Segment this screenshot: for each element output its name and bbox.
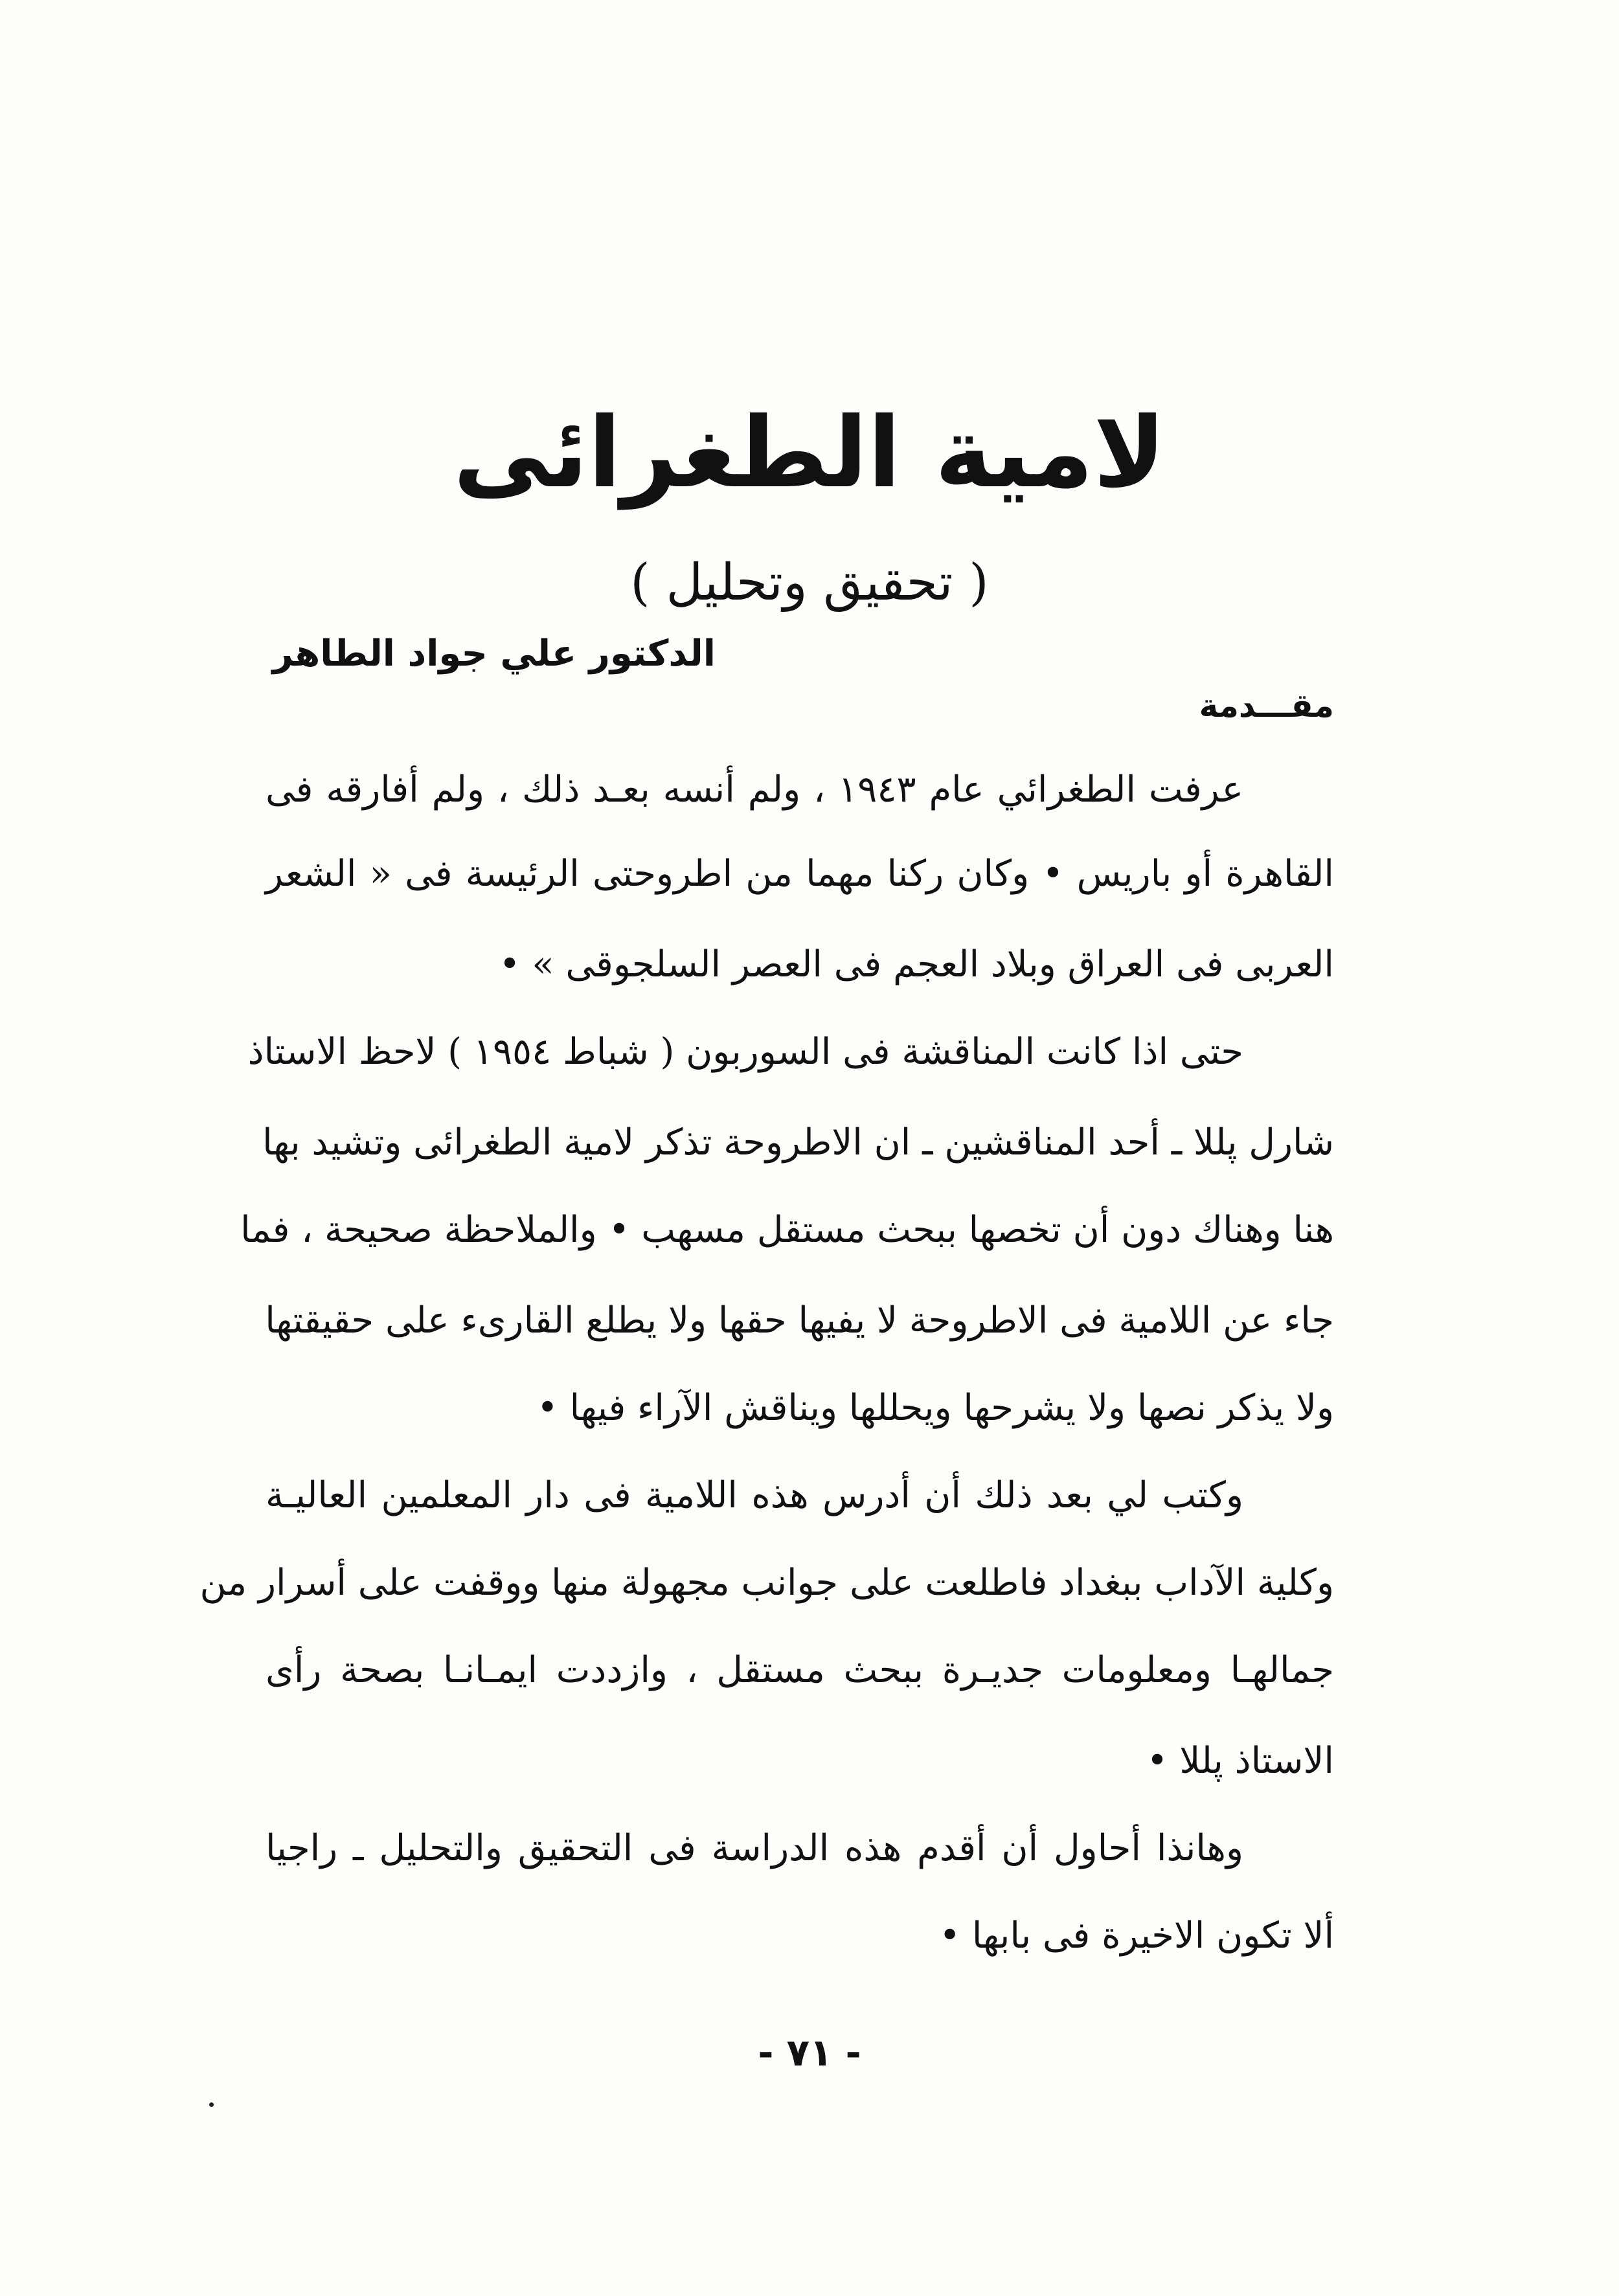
paragraph-line: جاء عن اللامية فى الاطروحة لا يفيها حقها ولا يطلع القارىء على حقيقتها	[265, 1300, 1334, 1342]
paragraph-line: الاستاذ پللا •	[1146, 1740, 1334, 1782]
paragraph-line: شارل پللا ـ أحد المناقشين ـ ان الاطروحة تذكر لامية الطغرائى وتشيد بها	[262, 1121, 1334, 1164]
section-heading: مقـــدمة	[1199, 687, 1334, 725]
paragraph-line: وهانذا أحاول أن أقدم هذه الدراسة فى التحقيق والتحليل ـ راجيا	[266, 1827, 1243, 1869]
paragraph-line: جمالهـا ومعلومات جديـرة ببحث مستقل ، وازددت ايمـانـا بصحة رأى	[266, 1649, 1334, 1691]
document-title: لامية الطغرائى	[453, 397, 1166, 510]
paragraph-line: وكتب لي بعد ذلك أن أدرس هذه اللامية فى دار المعلمين العاليـة	[266, 1474, 1243, 1516]
stray-dot-mark	[209, 2102, 214, 2107]
page-number: - ٧١ -	[758, 2031, 861, 2075]
paragraph-line: القاهرة أو باريس • وكان ركنا مهما من اطروحتى الرئيسة فى « الشعر	[266, 853, 1334, 895]
paragraph-line: عرفت الطغرائي عام ١٩٤٣ ، ولم أنسه بعـد ذلك ، ولم أفارقه فى	[266, 769, 1243, 811]
paragraph-line: حتى اذا كانت المناقشة فى السوربون ( شباط ١٩٥٤ ) لاحظ الاستاذ	[247, 1031, 1243, 1073]
paragraph-line: وكلية الآداب ببغداد فاطلعت على جوانب مجهولة منها ووقفت على أسرار من	[199, 1562, 1334, 1604]
paragraph-line: العربى فى العراق وبلاد العجم فى العصر السلجوقى » •	[499, 943, 1334, 985]
paragraph-line: ولا يذكر نصها ولا يشرحها ويحللها ويناقش الآراء فيها •	[536, 1387, 1334, 1429]
author-name: الدكتور علي جواد الطاهر	[272, 633, 716, 675]
paragraph-line: هنا وهناك دون أن تخصها ببحث مستقل مسهب • والملاحظة صحيحة ، فما	[240, 1209, 1334, 1251]
document-subtitle: ( تحقيق وتحليل )	[630, 554, 989, 612]
paragraph-line: ألا تكون الاخيرة فى بابها •	[939, 1915, 1334, 1957]
